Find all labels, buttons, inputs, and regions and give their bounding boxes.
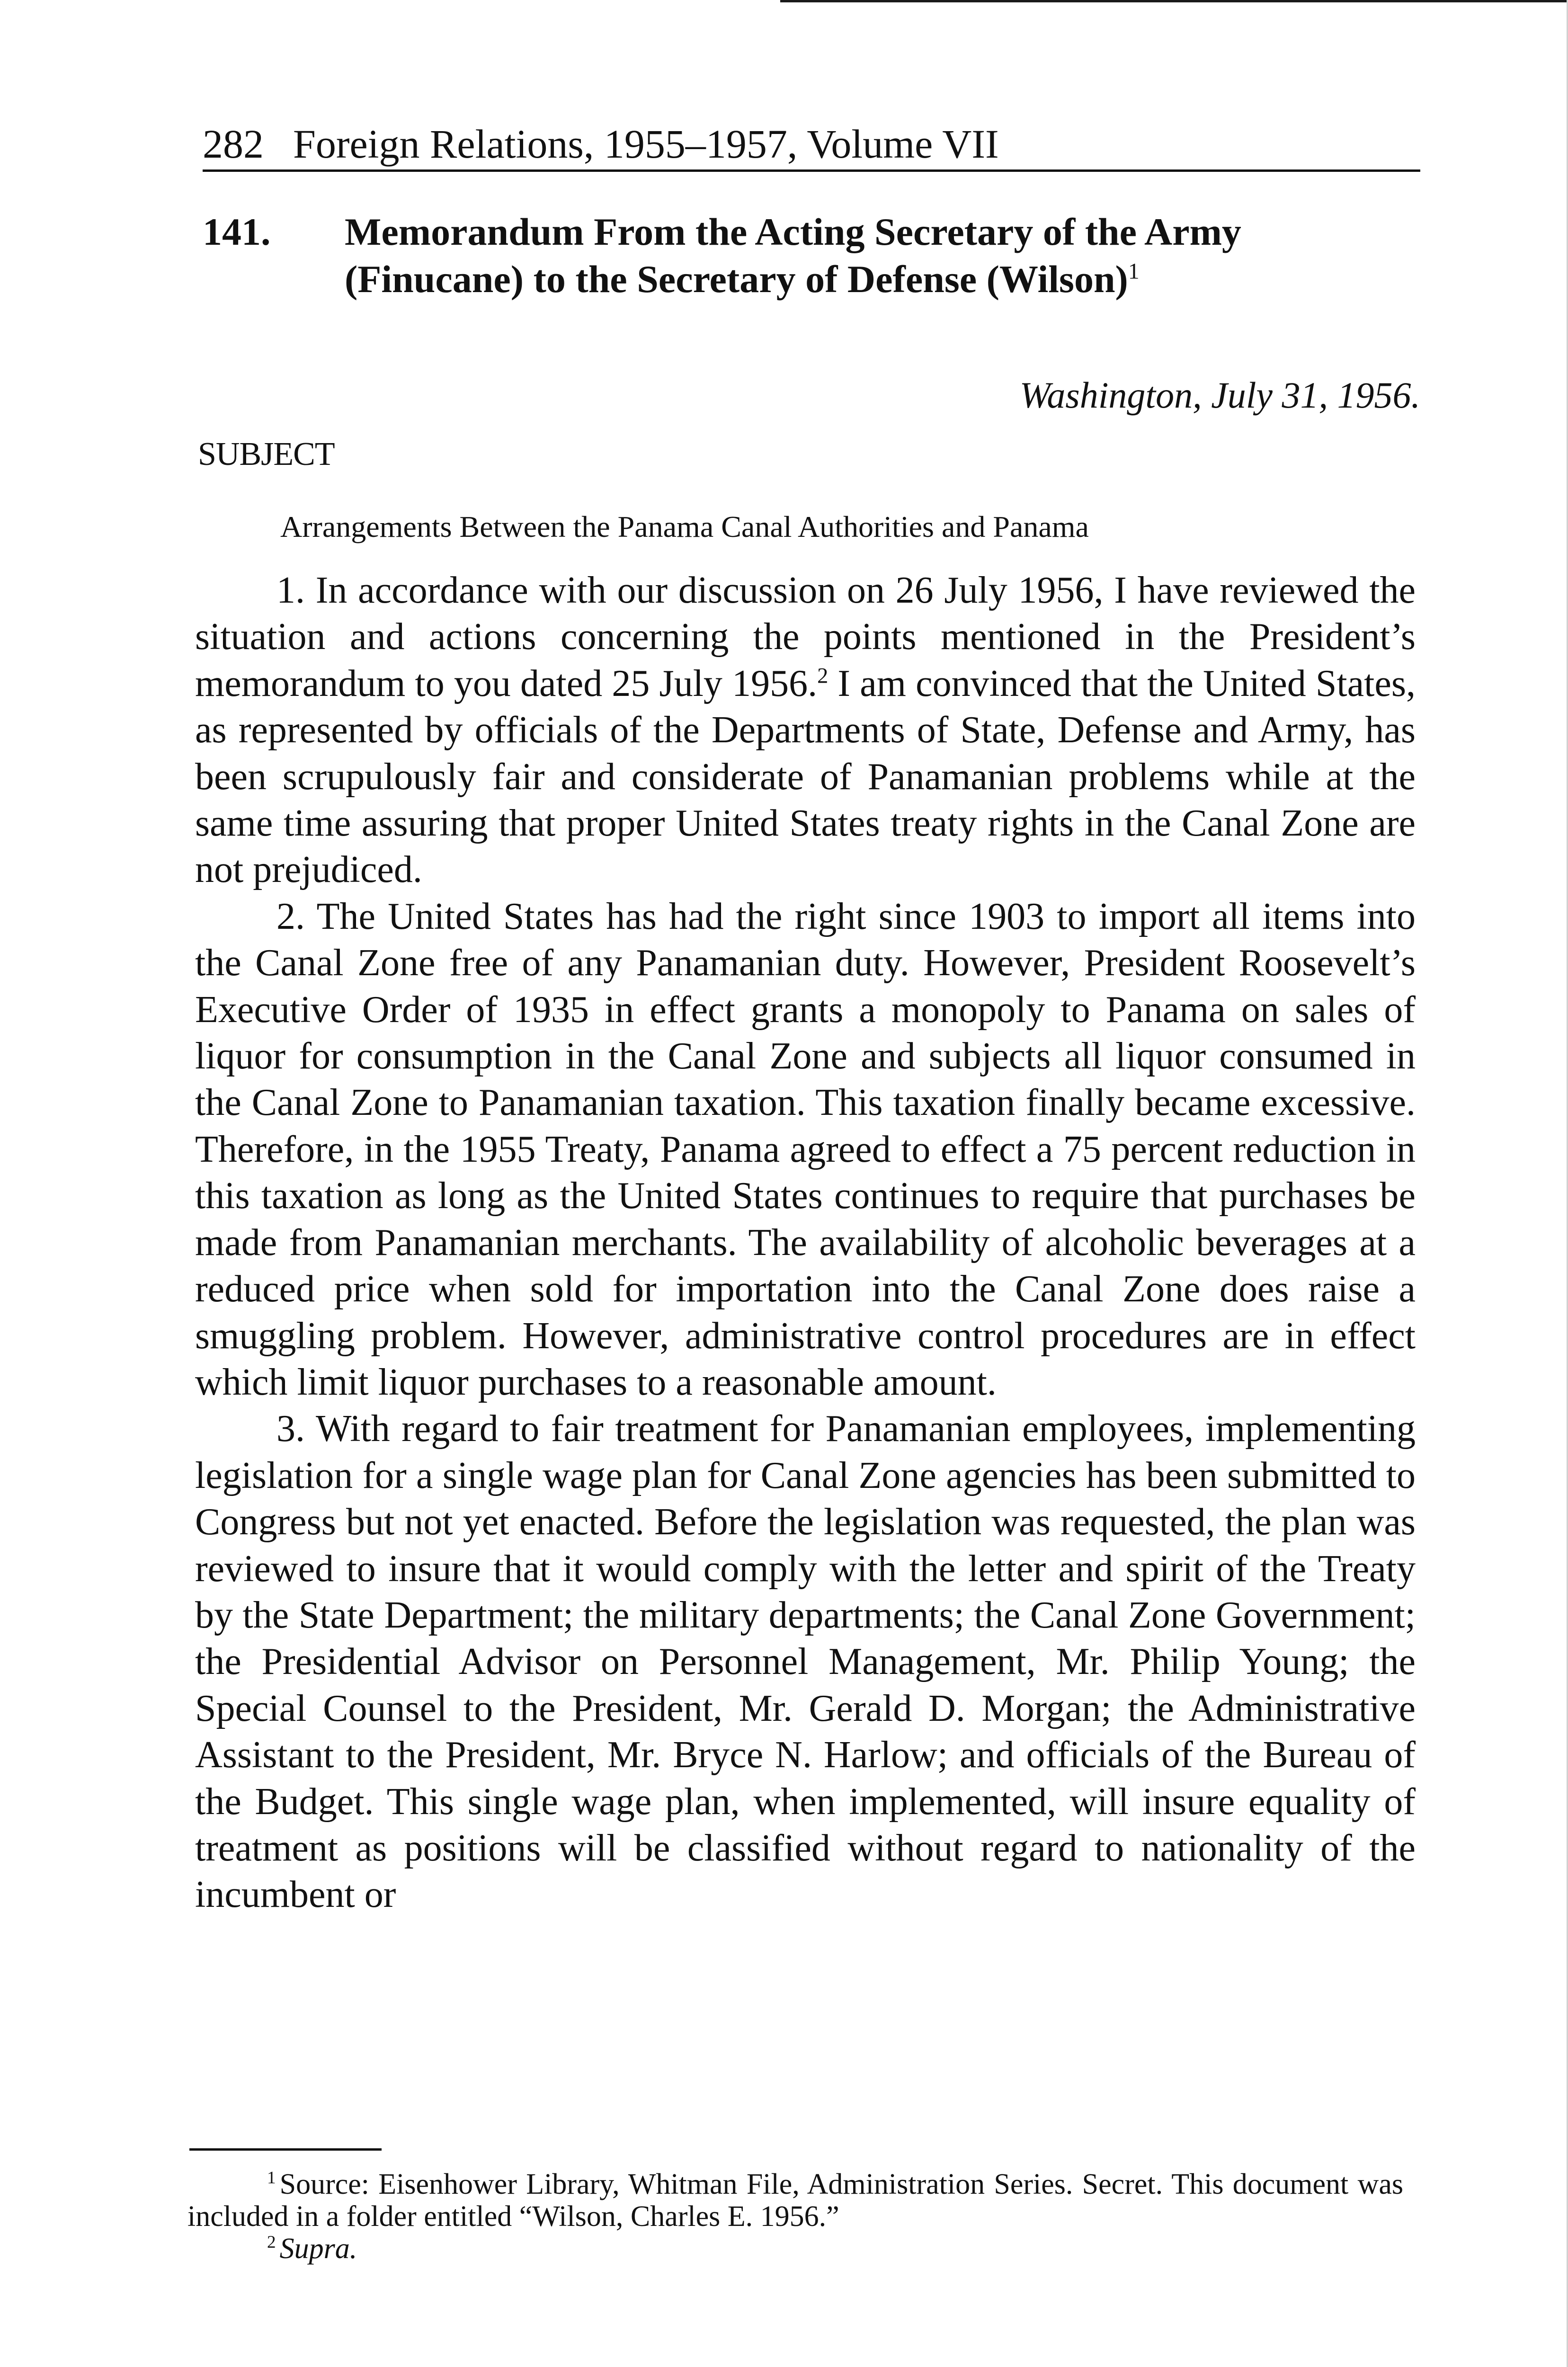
footnote-1-text: Source: Eisenhower Library, Whitman File, Administration Series. Secret. This document was included in a folder entitled “Wilson, Charles E. 1956.” xyxy=(187,2168,1403,2233)
paragraph-3: 3. With regard to fair treatment for Panamanian employees, implementing legislation for a single wage plan for Canal Zone agencies has been submitted to Congress but not yet enacted. Before the legislation was requested, the plan was reviewed to insure that it would comply with the letter and spirit of the Treaty by the State Department; the military departments; the Canal Zone Government; the Presidential Advisor on Personnel Management, Mr. Philip Young; the Special Counsel to the President, Mr. Gerald D. Morgan; the Administrative Assistant to the President, Mr. Bryce N. Harlow; and officials of the Bureau of the Budget. This single wage plan, when implemented, will insure equality of treatment as positions will be classified without regard to nationality of the incumbent or xyxy=(195,1408,1416,1916)
document-title xyxy=(345,208,1424,303)
document-title-text: Memorandum From the Acting Secretary of the Army (Finucane) to the Secretary of Defense (Wilson) xyxy=(345,210,1241,301)
dateline: Washington, July 31, 1956. xyxy=(1019,374,1420,416)
footnote-2-mark: 2 xyxy=(267,2233,276,2252)
paragraph-1-text-b: I am convinced that the United States, as represented by officials of the Departments of State, Defense and Army, has been scrupulously fair and considerate of Panamanian problems while at the same time assuring that proper United States treaty rights in the Canal Zone are not prejudiced. xyxy=(195,662,1416,891)
running-head xyxy=(203,118,1420,172)
scan-top-border xyxy=(780,0,1568,2)
footnote-divider xyxy=(189,2148,382,2151)
footnote-1 xyxy=(187,2168,1403,2233)
paragraph-1-text-a: 1. In accordance with our discussion on 26 July 1956, I have reviewed the situation and actions concerning the points mentioned in the President’s memorandum to you dated 25 July 1956. xyxy=(195,570,1416,704)
memorandum-body xyxy=(195,567,1416,1918)
title-footnote-ref[interactable]: 1 xyxy=(1128,259,1140,284)
paragraph-2: 2. The United States has had the right since 1903 to import all items into the Canal Zone free of any Panamanian duty. However, President Roosevelt’s Executive Order of 1935 in effect grants a monopoly to Panama on sales of liquor for consumption in the Canal Zone and subjects all liquor consumed in the Canal Zone to Panamanian taxation. This taxation finally became excessive. Therefore, in the 1955 Treaty, Panama agreed to effect a 75 percent reduction in this taxation as long as the United States continues to require that purchases be made from Panamanian merchants. The availability of alcoholic beverages at a reduced price when sold for importation into the Canal Zone does raise a smuggling problem. However, administrative control procedures are in effect which limit liquor purchases to a reasonable amount. xyxy=(195,895,1416,1403)
subject-text: Arrangements Between the Panama Canal Authorities and Panama xyxy=(280,510,1089,543)
footnote-2 xyxy=(187,2233,1403,2265)
paragraph-1-footnote-ref[interactable]: 2 xyxy=(817,664,829,688)
paragraph-1 xyxy=(195,567,1416,893)
footnote-1-mark: 1 xyxy=(267,2168,276,2188)
volume-title: Foreign Relations, 1955–1957, Volume VII xyxy=(293,121,999,167)
subject-label: SUBJECT xyxy=(198,436,335,472)
document-number: 141. xyxy=(203,210,271,253)
page-number: 282 xyxy=(203,121,264,167)
footnotes xyxy=(187,2168,1403,2265)
footnote-2-text: Supra. xyxy=(279,2233,357,2265)
